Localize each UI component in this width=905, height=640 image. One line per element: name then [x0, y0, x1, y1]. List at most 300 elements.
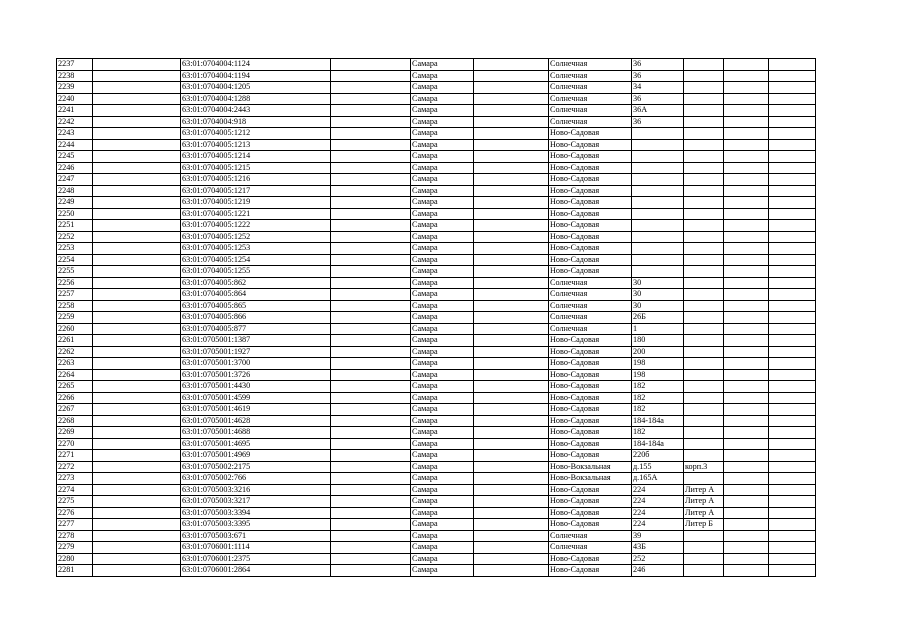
building-cell — [684, 151, 724, 163]
street-cell: Ново-Садовая — [549, 231, 632, 243]
empty-cell — [331, 289, 411, 301]
house-number-cell — [632, 185, 684, 197]
empty-cell — [474, 243, 549, 255]
building-cell — [684, 277, 724, 289]
street-cell: Ново-Садовая — [549, 496, 632, 508]
house-number-cell: 30 — [632, 300, 684, 312]
building-cell: корп.3 — [684, 461, 724, 473]
cadastral-number-cell: 63:01:0705001:1927 — [181, 346, 331, 358]
cadastral-number-cell: 63:01:0705001:4695 — [181, 438, 331, 450]
empty-cell — [93, 323, 181, 335]
table-row — [57, 151, 816, 163]
building-cell — [684, 185, 724, 197]
table-row — [57, 369, 816, 381]
table-row — [57, 519, 816, 531]
building-cell — [684, 162, 724, 174]
building-cell — [684, 565, 724, 577]
street-cell: Ново-Садовая — [549, 151, 632, 163]
table-row — [57, 231, 816, 243]
city-cell: Самара — [411, 450, 474, 462]
empty-cell — [724, 70, 769, 82]
row-number-cell: 2281 — [57, 565, 93, 577]
house-number-cell: 220б — [632, 450, 684, 462]
street-cell: Солнечная — [549, 542, 632, 554]
empty-cell — [474, 128, 549, 140]
empty-cell — [724, 151, 769, 163]
city-cell: Самара — [411, 93, 474, 105]
empty-cell — [724, 185, 769, 197]
cadastral-number-cell: 63:01:0704005:866 — [181, 312, 331, 324]
street-cell: Солнечная — [549, 323, 632, 335]
empty-cell — [769, 185, 816, 197]
house-number-cell: д.165А — [632, 473, 684, 485]
building-cell — [684, 82, 724, 94]
street-cell: Ново-Садовая — [549, 427, 632, 439]
empty-cell — [724, 335, 769, 347]
table-row — [57, 312, 816, 324]
house-number-cell: 184-184а — [632, 438, 684, 450]
empty-cell — [331, 484, 411, 496]
street-cell: Ново-Садовая — [549, 438, 632, 450]
building-cell — [684, 105, 724, 117]
empty-cell — [331, 300, 411, 312]
empty-cell — [769, 323, 816, 335]
empty-cell — [724, 358, 769, 370]
empty-cell — [474, 231, 549, 243]
table-row — [57, 116, 816, 128]
cadastral-number-cell: 63:01:0704004:918 — [181, 116, 331, 128]
cadastral-number-cell: 63:01:0705003:3394 — [181, 507, 331, 519]
empty-cell — [331, 335, 411, 347]
row-number-cell: 2257 — [57, 289, 93, 301]
empty-cell — [474, 300, 549, 312]
empty-cell — [724, 507, 769, 519]
empty-cell — [93, 530, 181, 542]
row-number-cell: 2247 — [57, 174, 93, 186]
table-row — [57, 266, 816, 278]
empty-cell — [769, 438, 816, 450]
row-number-cell: 2263 — [57, 358, 93, 370]
building-cell — [684, 243, 724, 255]
empty-cell — [724, 105, 769, 117]
street-cell: Ново-Садовая — [549, 243, 632, 255]
empty-cell — [724, 277, 769, 289]
cadastral-number-cell: 63:01:0705003:3216 — [181, 484, 331, 496]
cadastral-number-cell: 63:01:0704005:1252 — [181, 231, 331, 243]
house-number-cell — [632, 197, 684, 209]
empty-cell — [331, 496, 411, 508]
city-cell: Самара — [411, 312, 474, 324]
empty-cell — [331, 139, 411, 151]
street-cell: Солнечная — [549, 93, 632, 105]
house-number-cell: 1 — [632, 323, 684, 335]
city-cell: Самара — [411, 162, 474, 174]
empty-cell — [93, 450, 181, 462]
city-cell: Самара — [411, 197, 474, 209]
empty-cell — [724, 381, 769, 393]
row-number-cell: 2269 — [57, 427, 93, 439]
house-number-cell — [632, 151, 684, 163]
street-cell: Солнечная — [549, 82, 632, 94]
cadastral-number-cell: 63:01:0704004:1124 — [181, 59, 331, 71]
empty-cell — [474, 323, 549, 335]
building-cell — [684, 231, 724, 243]
empty-cell — [724, 473, 769, 485]
building-cell — [684, 323, 724, 335]
table-row — [57, 530, 816, 542]
empty-cell — [769, 128, 816, 140]
row-number-cell: 2251 — [57, 220, 93, 232]
building-cell — [684, 197, 724, 209]
building-cell — [684, 208, 724, 220]
cadastral-number-cell: 63:01:0704005:1254 — [181, 254, 331, 266]
empty-cell — [474, 162, 549, 174]
city-cell: Самара — [411, 70, 474, 82]
house-number-cell: 36А — [632, 105, 684, 117]
row-number-cell: 2275 — [57, 496, 93, 508]
empty-cell — [724, 496, 769, 508]
row-number-cell: 2274 — [57, 484, 93, 496]
row-number-cell: 2241 — [57, 105, 93, 117]
street-cell: Ново-Вокзальная — [549, 461, 632, 473]
empty-cell — [93, 312, 181, 324]
empty-cell — [474, 358, 549, 370]
row-number-cell: 2243 — [57, 128, 93, 140]
city-cell: Самара — [411, 381, 474, 393]
empty-cell — [93, 496, 181, 508]
empty-cell — [93, 289, 181, 301]
empty-cell — [769, 151, 816, 163]
city-cell: Самара — [411, 358, 474, 370]
empty-cell — [769, 473, 816, 485]
empty-cell — [724, 139, 769, 151]
empty-cell — [93, 553, 181, 565]
empty-cell — [331, 438, 411, 450]
empty-cell — [769, 358, 816, 370]
empty-cell — [93, 507, 181, 519]
empty-cell — [769, 174, 816, 186]
city-cell: Самара — [411, 277, 474, 289]
building-cell: Литер А — [684, 484, 724, 496]
empty-cell — [331, 450, 411, 462]
street-cell: Солнечная — [549, 277, 632, 289]
city-cell: Самара — [411, 139, 474, 151]
street-cell: Солнечная — [549, 289, 632, 301]
street-cell: Ново-Садовая — [549, 484, 632, 496]
empty-cell — [474, 174, 549, 186]
building-cell — [684, 128, 724, 140]
building-cell — [684, 473, 724, 485]
empty-cell — [474, 369, 549, 381]
empty-cell — [474, 450, 549, 462]
table-row — [57, 565, 816, 577]
city-cell: Самара — [411, 300, 474, 312]
cadastral-number-cell: 63:01:0704005:1219 — [181, 197, 331, 209]
table-row — [57, 415, 816, 427]
empty-cell — [769, 197, 816, 209]
row-number-cell: 2280 — [57, 553, 93, 565]
house-number-cell — [632, 139, 684, 151]
street-cell: Ново-Садовая — [549, 197, 632, 209]
cadastral-number-cell: 63:01:0704005:1214 — [181, 151, 331, 163]
building-cell — [684, 174, 724, 186]
empty-cell — [331, 105, 411, 117]
table-row — [57, 507, 816, 519]
empty-cell — [724, 254, 769, 266]
empty-cell — [93, 254, 181, 266]
cadastral-number-cell: 63:01:0705001:4430 — [181, 381, 331, 393]
empty-cell — [769, 381, 816, 393]
table-row — [57, 484, 816, 496]
table-row — [57, 450, 816, 462]
row-number-cell: 2259 — [57, 312, 93, 324]
house-number-cell: 180 — [632, 335, 684, 347]
house-number-cell: 182 — [632, 427, 684, 439]
street-cell: Ново-Садовая — [549, 392, 632, 404]
table-body — [57, 59, 816, 577]
row-number-cell: 2255 — [57, 266, 93, 278]
empty-cell — [724, 450, 769, 462]
empty-cell — [331, 277, 411, 289]
building-cell — [684, 289, 724, 301]
table-row — [57, 139, 816, 151]
empty-cell — [769, 427, 816, 439]
city-cell: Самара — [411, 323, 474, 335]
empty-cell — [769, 139, 816, 151]
building-cell — [684, 450, 724, 462]
city-cell: Самара — [411, 335, 474, 347]
house-number-cell: 198 — [632, 358, 684, 370]
empty-cell — [93, 346, 181, 358]
cadastral-number-cell: 63:01:0704005:862 — [181, 277, 331, 289]
empty-cell — [474, 277, 549, 289]
empty-cell — [474, 427, 549, 439]
building-cell — [684, 392, 724, 404]
cadastral-number-cell: 63:01:0704004:1205 — [181, 82, 331, 94]
city-cell: Самара — [411, 231, 474, 243]
empty-cell — [724, 519, 769, 531]
table-row — [57, 300, 816, 312]
building-cell — [684, 346, 724, 358]
empty-cell — [331, 162, 411, 174]
table-row — [57, 404, 816, 416]
empty-cell — [331, 93, 411, 105]
empty-cell — [769, 565, 816, 577]
empty-cell — [331, 231, 411, 243]
empty-cell — [769, 507, 816, 519]
house-number-cell: 224 — [632, 507, 684, 519]
building-cell: Литер А — [684, 496, 724, 508]
empty-cell — [93, 231, 181, 243]
table-row — [57, 323, 816, 335]
street-cell: Ново-Садовая — [549, 507, 632, 519]
house-number-cell: 252 — [632, 553, 684, 565]
house-number-cell — [632, 243, 684, 255]
empty-cell — [769, 542, 816, 554]
empty-cell — [769, 220, 816, 232]
row-number-cell: 2246 — [57, 162, 93, 174]
empty-cell — [724, 266, 769, 278]
empty-cell — [474, 59, 549, 71]
empty-cell — [724, 174, 769, 186]
street-cell: Солнечная — [549, 530, 632, 542]
empty-cell — [724, 565, 769, 577]
empty-cell — [769, 335, 816, 347]
empty-cell — [474, 473, 549, 485]
cadastral-number-cell: 63:01:0704005:865 — [181, 300, 331, 312]
empty-cell — [331, 208, 411, 220]
building-cell — [684, 266, 724, 278]
cadastral-number-cell: 63:01:0705001:4599 — [181, 392, 331, 404]
house-number-cell — [632, 128, 684, 140]
empty-cell — [331, 415, 411, 427]
empty-cell — [331, 473, 411, 485]
empty-cell — [474, 392, 549, 404]
empty-cell — [724, 415, 769, 427]
empty-cell — [331, 427, 411, 439]
empty-cell — [93, 438, 181, 450]
empty-cell — [724, 82, 769, 94]
table-row — [57, 427, 816, 439]
table-row — [57, 105, 816, 117]
table-row — [57, 82, 816, 94]
street-cell: Ново-Садовая — [549, 139, 632, 151]
empty-cell — [93, 519, 181, 531]
empty-cell — [769, 484, 816, 496]
empty-cell — [93, 82, 181, 94]
building-cell — [684, 427, 724, 439]
row-number-cell: 2266 — [57, 392, 93, 404]
empty-cell — [93, 128, 181, 140]
city-cell: Самара — [411, 185, 474, 197]
row-number-cell: 2277 — [57, 519, 93, 531]
empty-cell — [474, 496, 549, 508]
row-number-cell: 2250 — [57, 208, 93, 220]
empty-cell — [769, 450, 816, 462]
cadastral-number-cell: 63:01:0705002:2175 — [181, 461, 331, 473]
empty-cell — [331, 197, 411, 209]
city-cell: Самара — [411, 208, 474, 220]
street-cell: Ново-Садовая — [549, 369, 632, 381]
city-cell: Самара — [411, 553, 474, 565]
city-cell: Самара — [411, 507, 474, 519]
cadastral-number-cell: 63:01:0706001:1114 — [181, 542, 331, 554]
empty-cell — [331, 151, 411, 163]
empty-cell — [724, 300, 769, 312]
table-row — [57, 254, 816, 266]
table-row — [57, 162, 816, 174]
cadastral-number-cell: 63:01:0706001:2375 — [181, 553, 331, 565]
row-number-cell: 2245 — [57, 151, 93, 163]
street-cell: Ново-Садовая — [549, 450, 632, 462]
row-number-cell: 2278 — [57, 530, 93, 542]
cadastral-number-cell: 63:01:0705001:3700 — [181, 358, 331, 370]
empty-cell — [331, 358, 411, 370]
empty-cell — [93, 185, 181, 197]
empty-cell — [331, 312, 411, 324]
empty-cell — [724, 369, 769, 381]
empty-cell — [93, 116, 181, 128]
cadastral-number-cell: 63:01:0705001:1387 — [181, 335, 331, 347]
city-cell: Самара — [411, 519, 474, 531]
empty-cell — [93, 404, 181, 416]
building-cell — [684, 220, 724, 232]
city-cell: Самара — [411, 254, 474, 266]
empty-cell — [769, 105, 816, 117]
street-cell: Ново-Садовая — [549, 381, 632, 393]
empty-cell — [474, 404, 549, 416]
row-number-cell: 2256 — [57, 277, 93, 289]
house-number-cell: 30 — [632, 289, 684, 301]
empty-cell — [474, 116, 549, 128]
empty-cell — [474, 335, 549, 347]
row-number-cell: 2240 — [57, 93, 93, 105]
table-row — [57, 174, 816, 186]
empty-cell — [769, 93, 816, 105]
cadastral-number-cell: 63:01:0705003:671 — [181, 530, 331, 542]
empty-cell — [331, 404, 411, 416]
city-cell: Самара — [411, 542, 474, 554]
empty-cell — [93, 335, 181, 347]
empty-cell — [93, 392, 181, 404]
empty-cell — [474, 553, 549, 565]
house-number-cell: 39 — [632, 530, 684, 542]
empty-cell — [93, 415, 181, 427]
building-cell — [684, 300, 724, 312]
cadastral-number-cell: 63:01:0704005:1253 — [181, 243, 331, 255]
building-cell: Литер А — [684, 507, 724, 519]
street-cell: Солнечная — [549, 116, 632, 128]
house-number-cell: 224 — [632, 484, 684, 496]
house-number-cell — [632, 220, 684, 232]
empty-cell — [769, 231, 816, 243]
house-number-cell: 30 — [632, 277, 684, 289]
empty-cell — [474, 415, 549, 427]
house-number-cell: 224 — [632, 496, 684, 508]
row-number-cell: 2271 — [57, 450, 93, 462]
empty-cell — [474, 542, 549, 554]
empty-cell — [474, 105, 549, 117]
empty-cell — [724, 461, 769, 473]
building-cell — [684, 530, 724, 542]
empty-cell — [474, 312, 549, 324]
empty-cell — [474, 507, 549, 519]
row-number-cell: 2270 — [57, 438, 93, 450]
building-cell — [684, 438, 724, 450]
street-cell: Солнечная — [549, 59, 632, 71]
street-cell: Солнечная — [549, 70, 632, 82]
empty-cell — [93, 243, 181, 255]
city-cell: Самара — [411, 484, 474, 496]
empty-cell — [724, 128, 769, 140]
row-number-cell: 2260 — [57, 323, 93, 335]
table-row — [57, 93, 816, 105]
house-number-cell: 182 — [632, 404, 684, 416]
house-number-cell: 34 — [632, 82, 684, 94]
row-number-cell: 2239 — [57, 82, 93, 94]
cadastral-number-cell: 63:01:0704005:1213 — [181, 139, 331, 151]
empty-cell — [331, 116, 411, 128]
table-row — [57, 461, 816, 473]
house-number-cell — [632, 254, 684, 266]
empty-cell — [474, 139, 549, 151]
empty-cell — [474, 438, 549, 450]
empty-cell — [331, 243, 411, 255]
cadastral-number-cell: 63:01:0705002:766 — [181, 473, 331, 485]
empty-cell — [331, 174, 411, 186]
row-number-cell: 2262 — [57, 346, 93, 358]
street-cell: Ново-Садовая — [549, 254, 632, 266]
